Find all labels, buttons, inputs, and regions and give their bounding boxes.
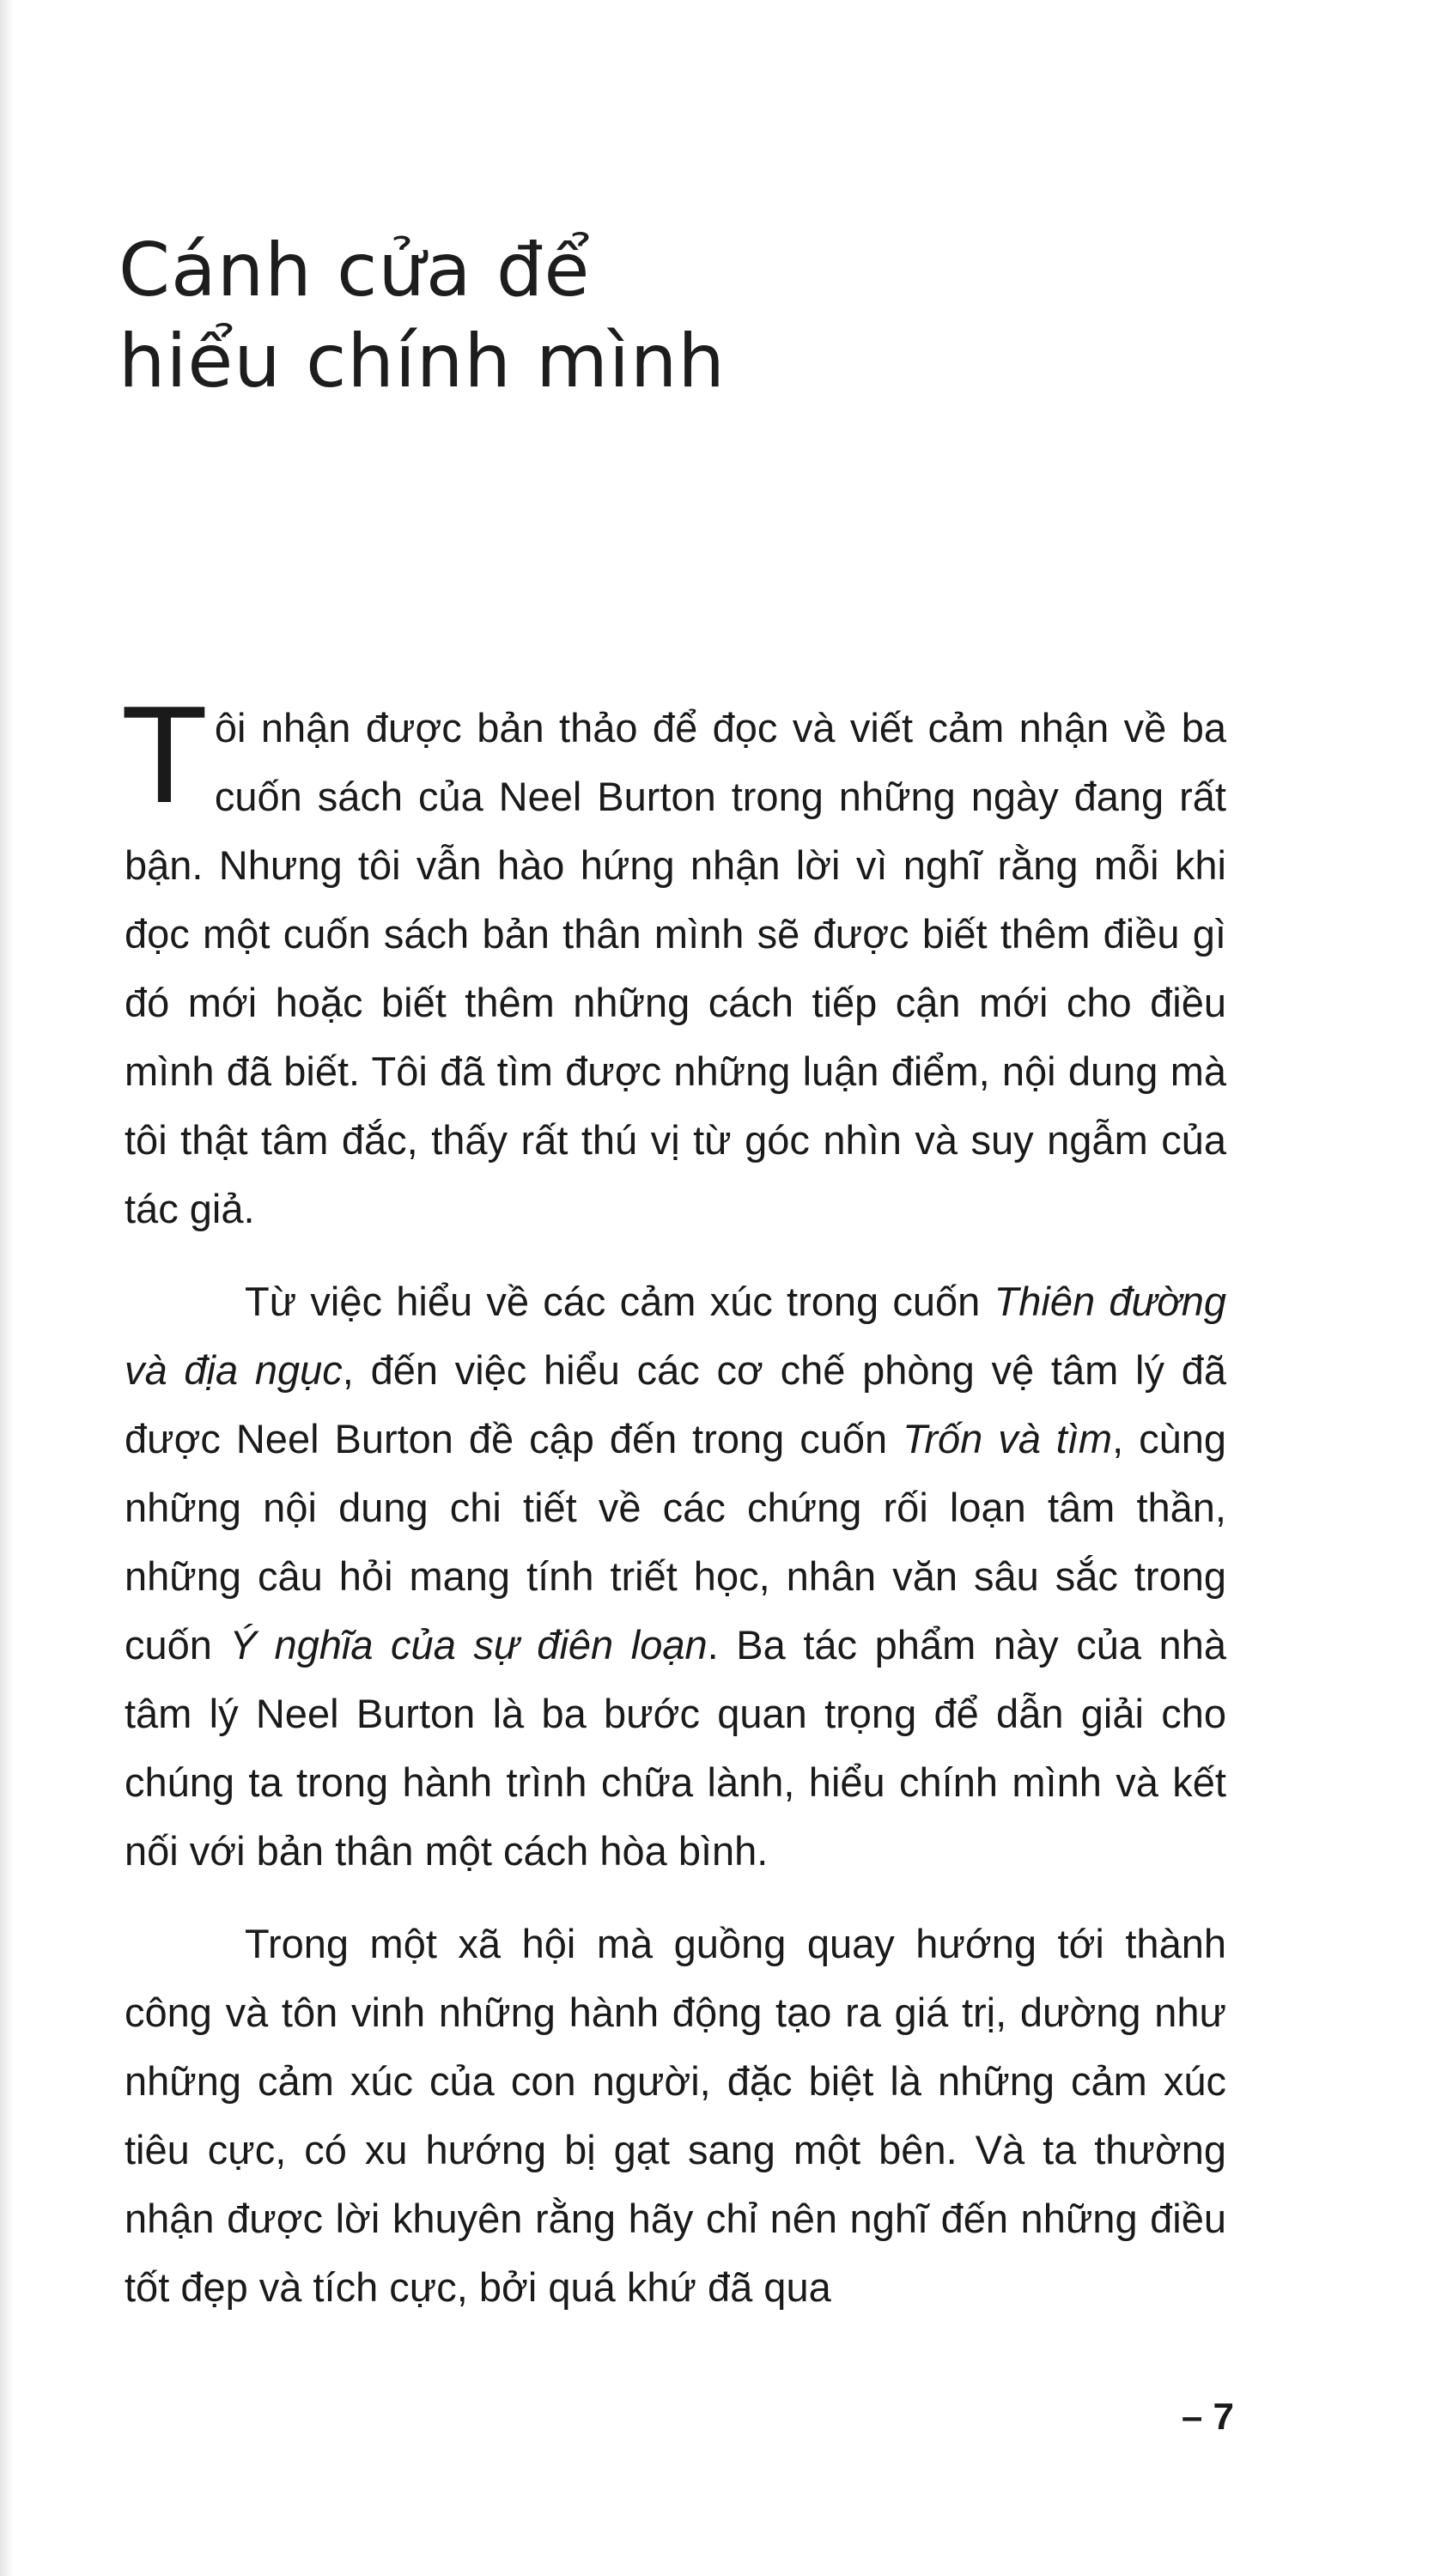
chapter-title-line-1: Cánh cửa để bbox=[119, 228, 591, 313]
page-number: – 7 bbox=[1181, 2396, 1234, 2438]
paragraph-2-text-b: , đến việc hiểu các cơ chế phòng vệ tâm lý đã được Neel Burton đề cập đến trong cuốn bbox=[125, 1347, 1226, 1461]
paragraph-2-text-d: . Ba tác phẩm này của nhà tâm lý Neel Burton là ba bước quan trọng để dẫn giải cho chúng ta trong hành trình chữa lành, hiểu chính mình và kết nối với bản thân một cách hòa bình. bbox=[125, 1622, 1226, 1874]
drop-cap: T bbox=[125, 681, 204, 833]
chapter-title bbox=[119, 225, 1235, 407]
paragraph-2-text-a: Từ việc hiểu về các cảm xúc trong cuốn bbox=[245, 1279, 994, 1324]
paragraph-1 bbox=[125, 681, 1226, 1243]
page-edge-shadow bbox=[0, 0, 14, 2576]
book-title-hide-and-seek: Trốn và tìm bbox=[903, 1416, 1113, 1461]
paragraph-2-text-c: , cùng những nội dung chi tiết về các chứng rối loạn tâm thần, những câu hỏi mang tính triết học, nhân văn sâu sắc trong cuốn bbox=[125, 1416, 1226, 1668]
paragraph-1-text: ôi nhận được bản thảo để đọc và viết cảm nhận về ba cuốn sách của Neel Burton trong những ngày đang rất bận. Nhưng tôi vẫn hào hứng nhận lời vì nghĩ rằng mỗi khi đọc một cuốn sách bản thân mình sẽ được biết thêm điều gì đó mới hoặc biết thêm những cách tiếp cận mới cho điều mình đã biết. Tôi đã tìm được những luận điểm, nội dung mà tôi thật tâm đắc, thấy rất thú vị từ góc nhìn và suy ngẫm của tác giả. bbox=[125, 705, 1226, 1231]
paragraph-2 bbox=[125, 1267, 1226, 1886]
book-title-meaning-of-madness: Ý nghĩa của sự điên loạn bbox=[229, 1622, 708, 1668]
paragraph-3: Trong một xã hội mà guồng quay hướng tới thành công và tôn vinh những hành động tạo ra giá trị, dường như những cảm xúc của con người, đặc biệt là những cảm xúc tiêu cực, có xu hướng bị gạt sang một bên. Và ta thường nhận được lời khuyên rằng hãy chỉ nên nghĩ đến những điều tốt đẹp và tích cực, bởi quá khứ đã qua bbox=[125, 1921, 1226, 2310]
book-title-heaven-and-hell: Thiên đường và địa ngục bbox=[125, 1279, 1226, 1393]
body-text bbox=[125, 681, 1226, 2346]
chapter-title-line-2: hiểu chính mình bbox=[119, 319, 726, 404]
